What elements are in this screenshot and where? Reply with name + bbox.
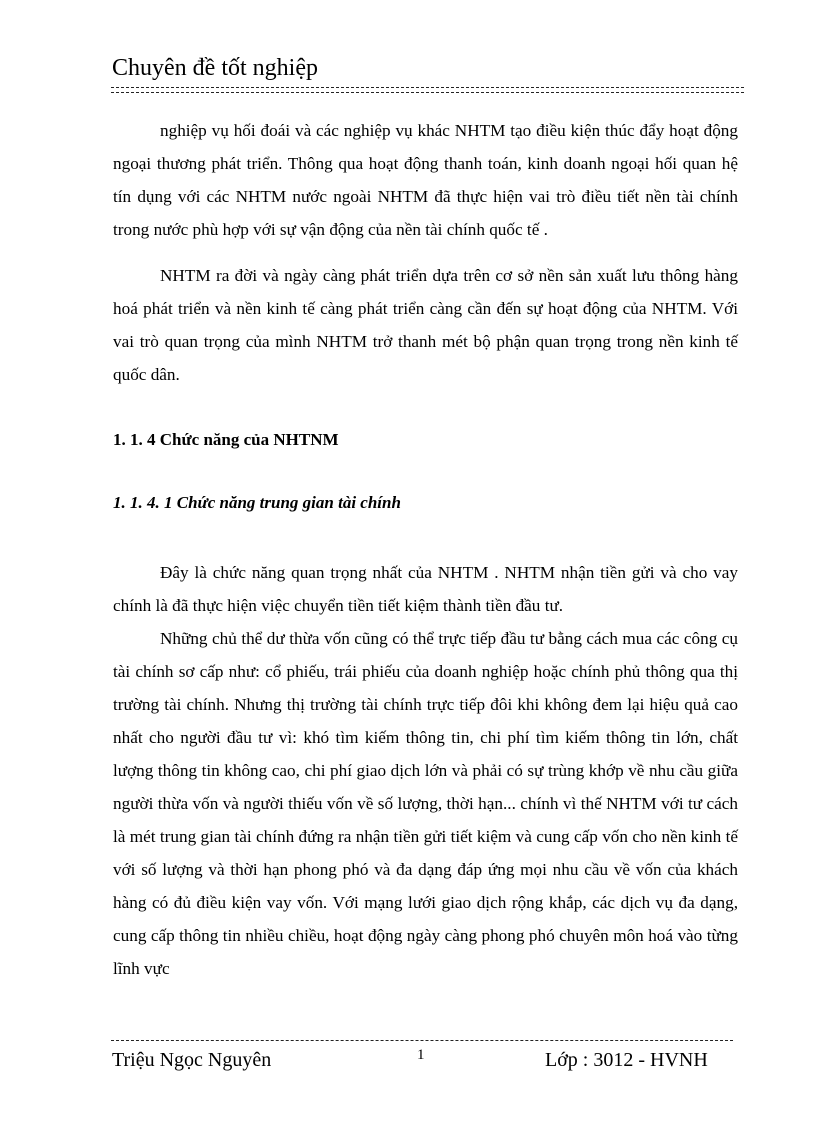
- paragraph-foreign-exchange: nghiệp vụ hối đoái và các nghiệp vụ khác NHTM tạo điều kiện thúc đẩy hoạt động ngoại thương phát triển. Thông qua hoạt động thanh toán, kinh doanh ngoại hối quan hệ tín dụng với các NHTM nước ngoài NHTM đã thực hiện vai trò điều tiết nền tài chính trong nước phù hợp với sự vận động của nền tài chính quốc tế .: [113, 121, 738, 239]
- header-divider-secondary: [111, 92, 744, 93]
- subsection-heading: 1. 1. 4. 1 Chức năng trung gian tài chính: [113, 493, 401, 512]
- section-heading: 1. 1. 4 Chức năng của NHTNM: [113, 430, 339, 449]
- paragraph-nhtm-role: NHTM ra đời và ngày càng phát triển dựa trên cơ sở nền sản xuất lưu thông hàng hoá phát triển và nền kinh tế càng phát triển càng cần đến sự hoạt động của NHTM. Với vai trò quan trọng của mình NHTM trở thanh mét bộ phận quan trọng trong nền kinh tế quốc dân.: [113, 266, 738, 384]
- document-body: [113, 114, 738, 985]
- footer-class-label: Lớp : 3012 - HVNH: [545, 1049, 708, 1071]
- footer-divider: [111, 1040, 733, 1041]
- paragraph-intermediary-function: Đây là chức năng quan trọng nhất của NHTM . NHTM nhận tiền gửi và cho vay chính là đã thực hiện việc chuyển tiền tiết kiệm thành tiền đầu tư.: [113, 563, 738, 615]
- header-divider: [111, 87, 744, 88]
- paragraph-surplus-capital: Những chủ thể dư thừa vốn cũng có thể trực tiếp đầu tư bằng cách mua các công cụ tài chính sơ cấp như: cổ phiếu, trái phiếu của doanh nghiệp hoặc chính phủ thông qua thị trường tài chính. Nhưng thị trường tài chính trực tiếp đôi khi không đem lại hiệu quả cao nhất cho người đầu tư vì: khó tìm kiếm thông tin, chi phí tìm kiếm thông tin lớn, chất lượng thông tin không cao, chi phí giao dịch lớn và phải có sự trùng khớp về nhu cầu giữa người thừa vốn và người thiếu vốn về số lượng, thời hạn... chính vì thế NHTM với tư cách là mét trung gian tài chính đứng ra nhận tiền gửi tiết kiệm và cung cấp vốn cho nền kinh tế với số lượng và thời hạn phong phó và đa dạng đáp ứng mọi nhu cầu về vốn của khách hàng có đủ điều kiện vay vốn. Với mạng lưới giao dịch rộng khắp, các dịch vụ đa dạng, cung cấp thông tin nhiều chiều, hoạt động ngày càng phong phó chuyên môn hoá vào từng lĩnh vực: [113, 629, 738, 978]
- page-header-title: Chuyên đề tốt nghiệp: [112, 55, 318, 81]
- footer-author: Triệu Ngọc Nguyên: [112, 1049, 272, 1071]
- page-number: 1: [417, 1047, 425, 1063]
